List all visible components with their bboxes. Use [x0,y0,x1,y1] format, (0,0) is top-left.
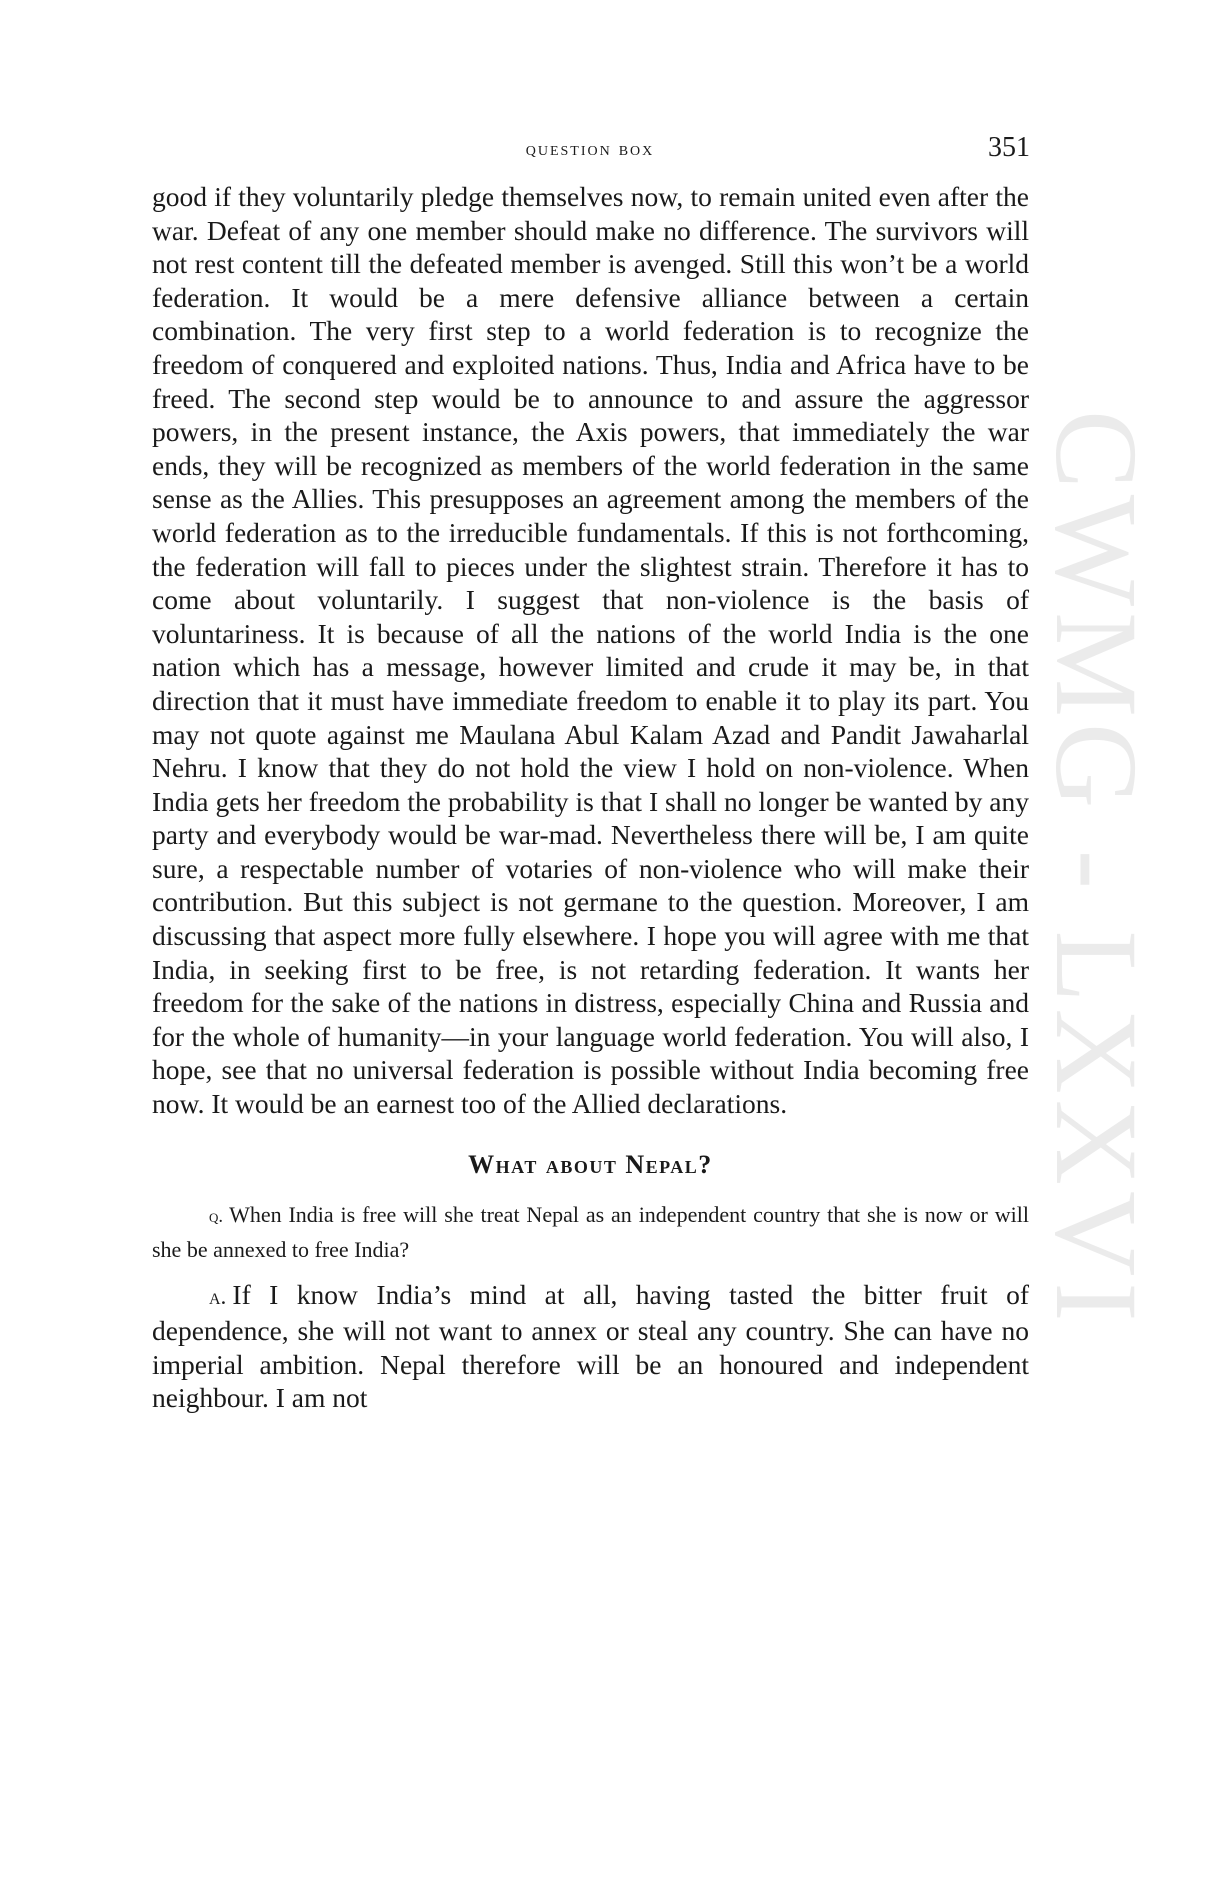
watermark-graphic [1035,410,1165,1510]
question-paragraph [152,1198,1029,1266]
section-heading: What about Nepal? [468,1149,713,1179]
watermark [1035,410,1165,1510]
answer-text: If I know India’s mind at all, having tasted the bitter fruit of dependence, she will not want to annex or steal any country. She can have no imperial ambition. Nepal therefore will be an honoured and independent neighbour. I am not [152,1278,1029,1414]
answer-marker: a. [209,1283,227,1310]
running-head [150,132,1030,172]
watermark-text: CWMG - LXXVI [1035,410,1162,1328]
question-text: When India is free will she treat Nepal as an independent country that she is now or will she be annexed to free India? [152,1201,1029,1262]
page-number: 351 [988,132,1030,163]
main-text [152,180,1029,1415]
running-title: question box [525,138,655,160]
answer-paragraph [152,1278,1029,1415]
question-marker: q. [209,1205,224,1227]
continuation-paragraph: good if they voluntarily pledge themselves now, to remain united even after the war. Defeat of any one member should make no difference. The survivors will not rest content till the defeated member is avenged. Still this won’t be a world federation. It would be a mere defensive alliance between a certain combination. The very first step to a world federation is to recognize the freedom of conquered and exploited nations. Thus, India and Africa have to be freed. The second step would be to announce to and assure the aggressor powers, in the present instance, the Axis powers, that immediately the war ends, they will be recognized as members of the world federation in the same sense as the Allies. This presupposes an agreement among the members of the world federation as to the irreducible fundamentals. If this is not forthcoming, the federation will fall to pieces under the slightest strain. Therefore it has to come about voluntarily. I suggest that non-violence is the basis of voluntariness. It is because of all the nations of the world India is the one nation which has a message, however limited and crude it may be, in that direction that it must have immediate freedom to enable it to play its part. You may not quote against me Maulana Abul Kalam Azad and Pandit Jawaharlal Nehru. I know that they do not hold the view I hold on non-violence. When India gets her freedom the probability is that I shall no longer be wanted by any party and everybody would be war-mad. Nevertheless there will be, I am quite sure, a respectable number of votaries of non-violence who will make their contribution. But this subject is not germane to the question. Moreover, I am discussing that aspect more fully elsewhere. I hope you will agree with me that India, in seeking first to be free, is not retarding federation. It wants her freedom for the sake of the nations in distress, especially China and Russia and for the whole of humanity—in your language world federation. You will also, I hope, see that no universal federation is possible without India becoming free now. It would be an earnest too of the Allied declarations. [152,181,1029,1120]
